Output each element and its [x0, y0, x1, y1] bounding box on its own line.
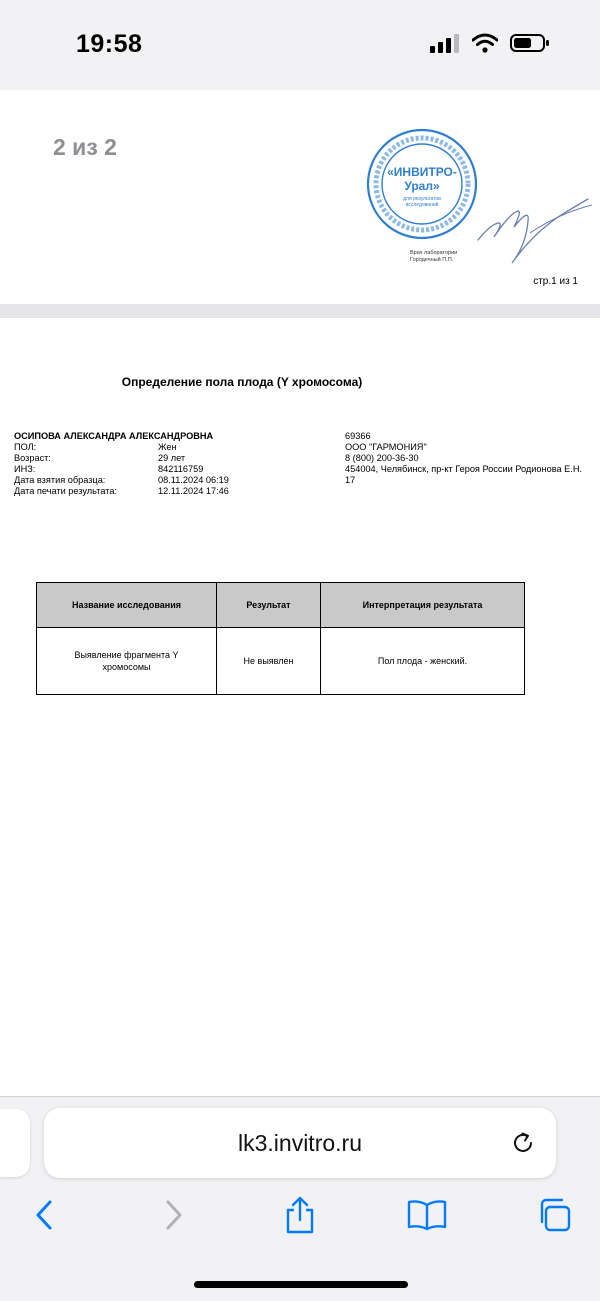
stamp-text-line2: Урал» — [404, 179, 440, 193]
clinic-address-cont: 17 — [345, 475, 356, 485]
field-value: 08.11.2024 06:19 — [158, 475, 229, 485]
document-title: Определение пола плода (Y хромосома) — [121, 375, 363, 389]
url-text: lk3.invitro.ru — [238, 1130, 362, 1156]
chevron-right-icon — [164, 1199, 184, 1231]
patient-field-sample-date — [14, 475, 229, 486]
header-interpretation: Интерпретация результата — [321, 583, 525, 628]
clinic-name: ООО "ГАРМОНИЯ" — [345, 442, 427, 452]
page-separator — [0, 304, 600, 318]
chevron-left-icon — [34, 1199, 54, 1231]
doctor-name: Городечный П.П. — [410, 257, 454, 263]
browser-toolbar — [0, 1193, 600, 1237]
patient-field-print-date — [14, 486, 229, 497]
status-time: 19:58 — [76, 30, 143, 58]
book-icon — [407, 1199, 447, 1231]
stamp-sub-line1: для результатов — [403, 196, 441, 202]
cell-interpretation: Пол плода - женский. — [321, 628, 525, 695]
cellular-signal-icon — [430, 33, 460, 53]
pdf-page-1 — [0, 90, 600, 304]
stamp-text-line1: «ИНВИТРО- — [387, 165, 457, 179]
signature-icon — [470, 185, 595, 270]
field-value: 842116759 — [158, 464, 204, 474]
page-indicator: 2 из 2 — [53, 134, 117, 160]
stamp-sub-line2: исследований — [405, 202, 439, 208]
table-header-row — [37, 583, 525, 628]
field-value: 12.11.2024 17:46 — [158, 486, 229, 496]
patient-field-age — [14, 453, 229, 464]
patient-info — [14, 431, 229, 497]
address-bar[interactable] — [44, 1108, 556, 1178]
field-label: Возраст: — [14, 453, 51, 463]
table-row — [37, 628, 525, 695]
battery-icon — [510, 33, 550, 53]
field-label: Дата печати результата: — [14, 486, 117, 496]
patient-name: ОСИПОВА АЛЕКСАНДРА АЛЕКСАНДРОВНА — [14, 431, 214, 441]
stamp-seal-icon — [366, 128, 478, 240]
forward-button[interactable] — [150, 1193, 198, 1237]
cell-test-name — [37, 628, 217, 695]
page-number: стр.1 из 1 — [533, 276, 578, 287]
wifi-icon — [472, 33, 498, 53]
field-value: Жен — [158, 442, 177, 452]
status-bar — [0, 0, 600, 90]
pdf-page-2 — [0, 318, 600, 1096]
test-name-text: Выявление фрагмента Y хромосомы — [74, 650, 179, 672]
patient-field-sex — [14, 442, 229, 453]
results-table — [36, 582, 525, 695]
clinic-code: 69366 — [345, 431, 371, 441]
back-button[interactable] — [20, 1193, 68, 1237]
clinic-address: 454004, Челябинск, пр-кт Героя России Родионова Е.Н. — [345, 464, 583, 474]
field-label: Дата взятия образца: — [14, 475, 106, 485]
home-indicator[interactable] — [194, 1281, 408, 1288]
doctor-signature-block — [410, 250, 457, 264]
status-icons — [430, 33, 550, 53]
previous-tab-preview[interactable] — [0, 1109, 30, 1177]
browser-bottom-bar — [0, 1096, 600, 1301]
field-value: 29 лет — [158, 453, 186, 463]
field-label: ПОЛ: — [14, 442, 37, 452]
tabs-button[interactable] — [530, 1193, 578, 1237]
share-icon — [284, 1196, 316, 1234]
field-label: ИНЗ: — [14, 464, 36, 474]
reload-icon[interactable] — [510, 1130, 536, 1156]
clinic-info — [345, 431, 582, 486]
tabs-icon — [536, 1197, 572, 1233]
header-result: Результат — [217, 583, 321, 628]
clinic-phone: 8 (800) 200-36-30 — [345, 453, 419, 463]
header-test-name: Название исследования — [37, 583, 217, 628]
share-button[interactable] — [276, 1193, 324, 1237]
bookmarks-button[interactable] — [403, 1193, 451, 1237]
cell-result: Не выявлен — [217, 628, 321, 695]
doctor-title: Врач лаборатории — [410, 250, 458, 256]
patient-field-inz — [14, 464, 229, 475]
